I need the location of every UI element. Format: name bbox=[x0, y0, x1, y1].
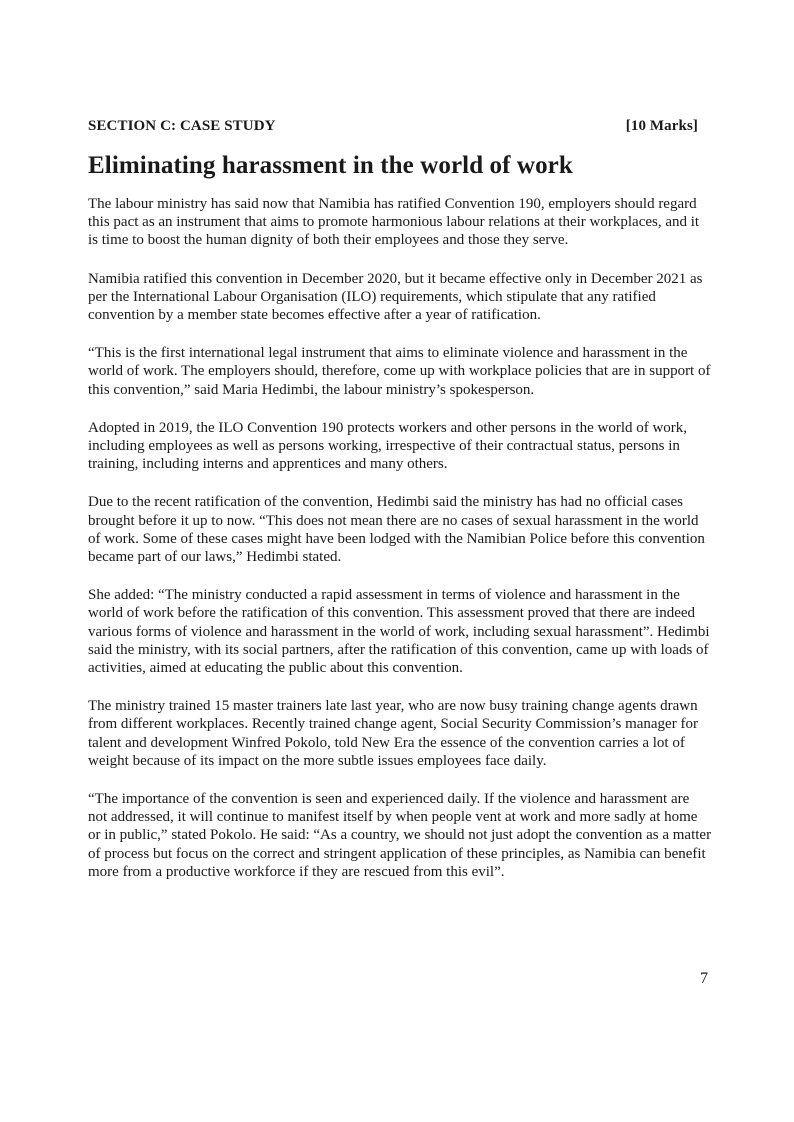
document-page bbox=[88, 118, 712, 901]
section-header bbox=[88, 118, 712, 135]
paragraph: Adopted in 2019, the ILO Convention 190 protects workers and other persons in the world of work, including employees as well as persons working, irrespective of their contractual status, persons in training, including interns and apprentices and many others. bbox=[88, 419, 688, 473]
paragraph: Namibia ratified this convention in December 2020, but it became effective only in December 2021 as per the International Labour Organisation (ILO) requirements, which stipulate that any ratified convention by a member state becomes effective after a year of ratification. bbox=[88, 270, 703, 324]
paragraph: The ministry trained 15 master trainers late last year, who are now busy training change agents drawn from different workplaces. Recently trained change agent, Social Security Commission’s manager for talent and development Winfred Pokolo, told New Era the essence of the convention carries a lot of weight because of its impact on the more subtle issues employees face daily. bbox=[88, 698, 698, 769]
paragraph: She added: “The ministry conducted a rapid assessment in terms of violence and harassment in the world of work before the ratification of this convention. This assessment proved that there are indeed various forms of violence and harassment in the world of work, including sexual harassment”. Hedimbi said the ministry, with its social partners, after the ratification of this convention, came up with loads of activities, aimed at educating the public about this convention. bbox=[88, 587, 710, 677]
section-label: SECTION C: CASE STUDY bbox=[88, 118, 276, 134]
article-body bbox=[88, 195, 712, 881]
page-number: 7 bbox=[700, 970, 708, 987]
paragraph: The labour ministry has said now that Namibia has ratified Convention 190, employers should regard this pact as an instrument that aims to promote harmonious labour relations at their workplaces, and it is time to boost the human dignity of both their employees and those they serve. bbox=[88, 196, 700, 249]
paragraph: “The importance of the convention is seen and experienced daily. If the violence and harassment are not addressed, it will continue to manifest itself by when people vent at work and more sadly at home or in public,” stated Pokolo. He said: “As a country, we should not just adopt the convention as a matter of process but focus on the correct and stringent application of these principles, as Namibia can benefit more from a productive workforce if they are rescued from this evil”. bbox=[88, 791, 712, 880]
paragraph: Due to the recent ratification of the convention, Hedimbi said the ministry has had no official cases brought before it up to now. “This does not mean there are no cases of sexual harassment in the world of work. Some of these cases might have been lodged with the Namibian Police before this convention became part of our laws,” Hedimbi stated. bbox=[88, 494, 705, 566]
section-marks: [10 Marks] bbox=[625, 118, 698, 134]
case-study-title: Eliminating harassment in the world of work bbox=[88, 152, 573, 179]
paragraph: “This is the first international legal instrument that aims to eliminate violence and harassment in the world of work. The employers should, therefore, come up with workplace policies that are in support of this convention,” said Maria Hedimbi, the labour ministry’s spokesperson. bbox=[88, 345, 711, 398]
